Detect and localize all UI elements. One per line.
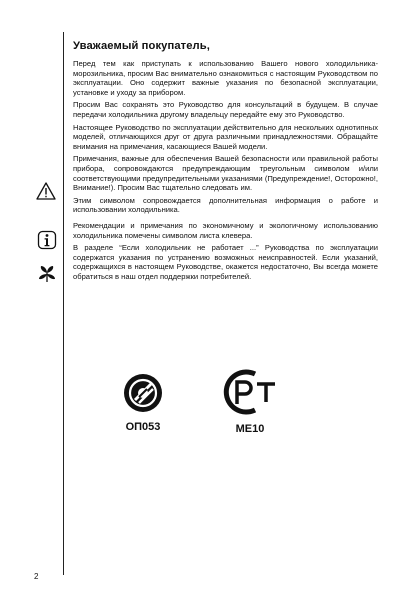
margin-rule [63,32,64,575]
page-title: Уважаемый покупатель, [73,40,210,52]
info-paragraph: Этим символом сопровождается дополнительная информация о работе и использовании холодильника. [73,195,378,215]
warning-triangle-icon [36,181,56,201]
models-paragraph: Настоящее Руководство по эксплуатации действительно для нескольких однотипных моделей, отличающихся друг от друга различными принадлежностями. Обращайте внимания на примечания, касающиеся Вашей модели. [73,122,378,151]
clover-leaf-icon [37,263,57,283]
info-icon [37,230,57,250]
circular-seal-icon [122,372,164,414]
troubleshooting-paragraph: В разделе “Если холодильник не работает ...” Руководства по эксплуатации содержатся указания по устранению возможных неисправностей. Если указаний, содержащихся в настоящем Руководстве, окажется недостаточно, Вы всегда можете обратиться в наш отдел поддержки потребителей. [73,243,378,281]
warning-paragraph: Примечания, важные для обеспечения Вашей безопасности или правильной работы прибора, сопровождаются предупреждающим треугольным символом и/или соответствующими предупредительными указаниями (Предупреждение!, Осторожно!, Внимание!). Просим Вас тщательно следовать им. [73,154,378,193]
left-certification-mark [116,372,170,433]
eco-paragraph: Рекомендации и примечания по экономичному и экологичному использованию холодильника помечены символом листа клевера. [73,220,378,240]
right-logo-label: МЕ10 [235,423,265,435]
main-content [73,40,378,284]
right-certification-mark [218,368,282,435]
keep-manual-paragraph: Просим Вас сохранять это Руководство для консультаций в будущем. В случае передачи холодильника другому владельцу передайте ему это Руководство. [73,100,378,119]
intro-paragraph: Перед тем как приступать к использованию Вашего нового холодильника-морозильника, просим Вас внимательно ознакомиться с настоящим Руководством по эксплуатации. Оно содержит важные указания по безопасной эксплуатации, установке и уходу за прибором. [73,59,378,97]
left-logo-label: ОП053 [125,421,161,433]
rst-mark-icon [221,368,279,416]
page-number: 2 [34,572,39,581]
certification-logos [0,368,420,448]
